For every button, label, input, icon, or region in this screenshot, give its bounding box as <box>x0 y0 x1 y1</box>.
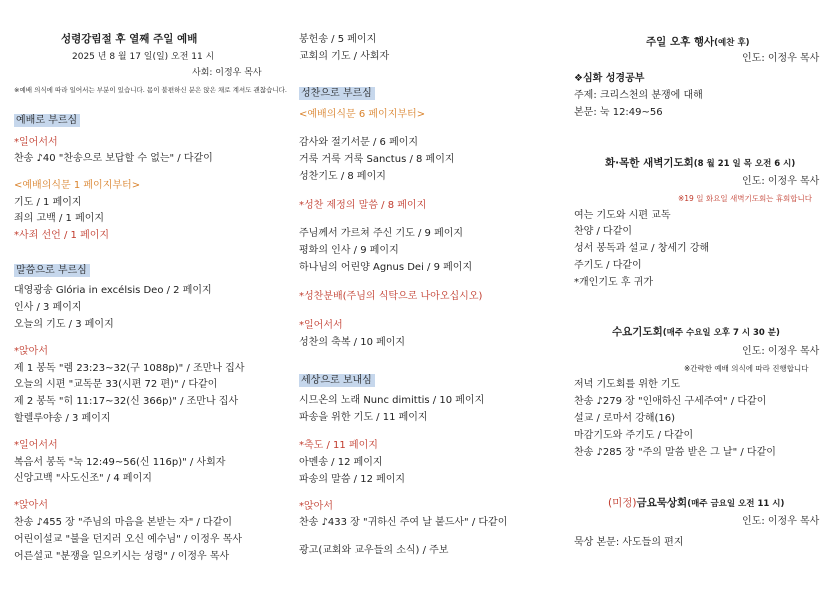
afternoon-event-subtitle: (예찬 후) <box>714 38 750 48</box>
order-item: 성찬의 축복 / 10 페이지 <box>299 337 406 348</box>
rubric-stand: *일어서서 <box>14 137 58 148</box>
friday-meditation-title-text: 금요묵상회 <box>636 497 688 509</box>
order-item: 시므온의 노래 Nunc dimittis / 10 페이지 <box>299 395 485 406</box>
order-item: 광고(교회와 교우들의 소식) / 주보 <box>299 545 449 556</box>
order-item: 복음서 봉독 "눅 12:49~56(신 116p)" / 사회자 <box>14 457 226 468</box>
order-item: 신앙고백 "사도신조" / 4 페이지 <box>14 473 152 484</box>
dawn-prayer-title-text: 화·목한 새벽기도회 <box>605 157 694 169</box>
liturgy-page-note: <예배의식문 6 페이지부터> <box>299 109 426 120</box>
order-item: 인사 / 3 페이지 <box>14 302 82 313</box>
order-item: 감사와 절기서문 / 6 페이지 <box>299 137 419 148</box>
order-item: 오늘의 기도 / 3 페이지 <box>14 319 114 330</box>
dawn-prayer-note: ※19 일 화요일 새벽기도회는 휴회합니다 <box>678 194 813 203</box>
friday-meditation-subtitle: (매주 금요일 오전 11 시) <box>687 499 785 509</box>
friday-meditation-status: (미정) <box>608 497 637 509</box>
order-item: 성서 봉독과 설교 / 창세기 강해 <box>574 243 710 254</box>
order-item: 마감기도와 주기도 / 다같이 <box>574 430 694 441</box>
order-item: 주님께서 가르쳐 주신 기도 / 9 페이지 <box>299 228 464 239</box>
rubric-stand: *일어서서 <box>14 440 58 451</box>
dawn-prayer-subtitle: (8 월 21 일 목 오전 6 시) <box>693 159 796 169</box>
leader-line: 인도: 이정우 목사 <box>742 346 820 357</box>
rubric-stand: *일어서서 <box>299 320 343 331</box>
order-item: *성찬분배(주님의 식탁으로 나아오십시오) <box>299 291 483 302</box>
order-item: 어른설교 "분쟁을 일으키시는 성령" / 이정우 목사 <box>14 551 230 562</box>
order-item: 제 1 봉독 "렘 23:23~32(구 1088p)" / 조만나 집사 <box>14 363 245 374</box>
leader-line: 인도: 이정우 목사 <box>742 176 820 187</box>
rubric-sit: *앉아서 <box>14 346 48 357</box>
order-item: 성찬기도 / 8 페이지 <box>299 171 386 182</box>
service-date: 2025 년 8 월 17 일(일) 오전 11 시 <box>72 52 215 62</box>
order-item: *성찬 제정의 말씀 / 8 페이지 <box>299 200 427 211</box>
order-item: 오늘의 시편 "교독문 33(시편 72 편)" / 다같이 <box>14 379 218 390</box>
order-item: 평화의 인사 / 9 페이지 <box>299 245 399 256</box>
order-item: 어린이설교 "불을 던지러 오신 예수님" / 이정우 목사 <box>14 534 243 545</box>
order-item: 할렐루야송 / 3 페이지 <box>14 413 111 424</box>
rubric-sit: *앉아서 <box>14 500 48 511</box>
order-item: 찬송 ♪279 장 "인애하신 구세주여" / 다같이 <box>574 396 767 407</box>
friday-meditation-title <box>608 497 784 511</box>
dawn-prayer-title <box>605 157 795 171</box>
order-item: 봉헌송 / 5 페이지 <box>299 34 377 45</box>
order-item: 주기도 / 다같이 <box>574 260 642 271</box>
service-title: 성령강림절 후 열째 주일 예배 <box>61 33 198 45</box>
order-item: 기도 / 1 페이지 <box>14 197 82 208</box>
order-item: 저녁 기도회를 위한 기도 <box>574 379 681 390</box>
order-item: 하나님의 어린양 Agnus Dei / 9 페이지 <box>299 262 473 273</box>
order-item: *축도 / 11 페이지 <box>299 440 378 451</box>
order-item: 교회의 기도 / 사회자 <box>299 51 390 62</box>
section-heading-sending: 세상으로 보내심 <box>299 374 375 387</box>
wednesday-prayer-title <box>612 326 780 340</box>
order-item: 제 2 봉독 "히 11:17~32(신 366p)" / 조만나 집사 <box>14 396 239 407</box>
wednesday-prayer-title-text: 수요기도회 <box>612 326 663 338</box>
order-item: *사죄 선언 / 1 페이지 <box>14 230 110 241</box>
order-item: 설교 / 로마서 강해(16) <box>574 413 676 424</box>
order-item: 주제: 크리스천의 분쟁에 대해 <box>574 90 703 101</box>
order-item: 본문: 눅 12:49~56 <box>574 107 663 118</box>
liturgy-page-note: <예배의식문 1 페이지부터> <box>14 180 141 191</box>
order-item: *개인기도 후 귀가 <box>574 277 653 288</box>
wednesday-prayer-subtitle: (매주 수요일 오후 7 시 30 분) <box>662 328 780 338</box>
section-heading-word: 말씀으로 부르심 <box>14 264 90 277</box>
service-presider: 사회: 이정우 목사 <box>192 68 262 78</box>
order-item: 파송을 위한 기도 / 11 페이지 <box>299 412 428 423</box>
hymn-line: 찬송 ♪40 "찬송으로 보답할 수 없는" / 다같이 <box>14 153 213 164</box>
order-item: 아멘송 / 12 페이지 <box>299 457 383 468</box>
order-item: 대영광송 Glória in excélsis Deo / 2 페이지 <box>14 285 212 296</box>
service-note: ※예배 의식에 따라 일어서는 부분이 있습니다. 몸이 불편하신 분은 앉은 채로 계셔도 괜찮습니다. <box>14 86 287 94</box>
rubric-sit: *앉아서 <box>299 501 333 512</box>
leader-line: 인도: 이정우 목사 <box>742 516 820 527</box>
hymn-line: 찬송 ♪455 장 "주님의 마음을 본받는 자" / 다같이 <box>14 517 233 528</box>
order-item: 파송의 말씀 / 12 페이지 <box>299 474 406 485</box>
order-item: 여는 기도와 시편 교독 <box>574 210 671 221</box>
afternoon-event-title <box>646 36 750 50</box>
bible-study-label: ❖심화 성경공부 <box>574 73 645 84</box>
leader-line: 인도: 이정우 목사 <box>742 53 820 64</box>
order-item: 죄의 고백 / 1 페이지 <box>14 213 105 224</box>
order-item: 거룩 거룩 거룩 Sanctus / 8 페이지 <box>299 154 455 165</box>
section-heading-eucharist: 성찬으로 부르심 <box>299 87 375 100</box>
wednesday-prayer-note: ※간략한 예배 의식에 따라 진행합니다 <box>684 364 809 373</box>
hymn-line: 찬송 ♪433 장 "귀하신 주여 날 붙드사" / 다같이 <box>299 517 508 528</box>
afternoon-event-title-text: 주일 오후 행사 <box>646 36 715 48</box>
order-item: 찬양 / 다같이 <box>574 226 633 237</box>
order-item: 묵상 본문: 사도들의 편지 <box>574 537 684 548</box>
order-item: 찬송 ♪285 장 "주의 말씀 받은 그 날" / 다같이 <box>574 447 776 458</box>
section-heading-call-to-worship: 예배로 부르심 <box>14 114 80 127</box>
